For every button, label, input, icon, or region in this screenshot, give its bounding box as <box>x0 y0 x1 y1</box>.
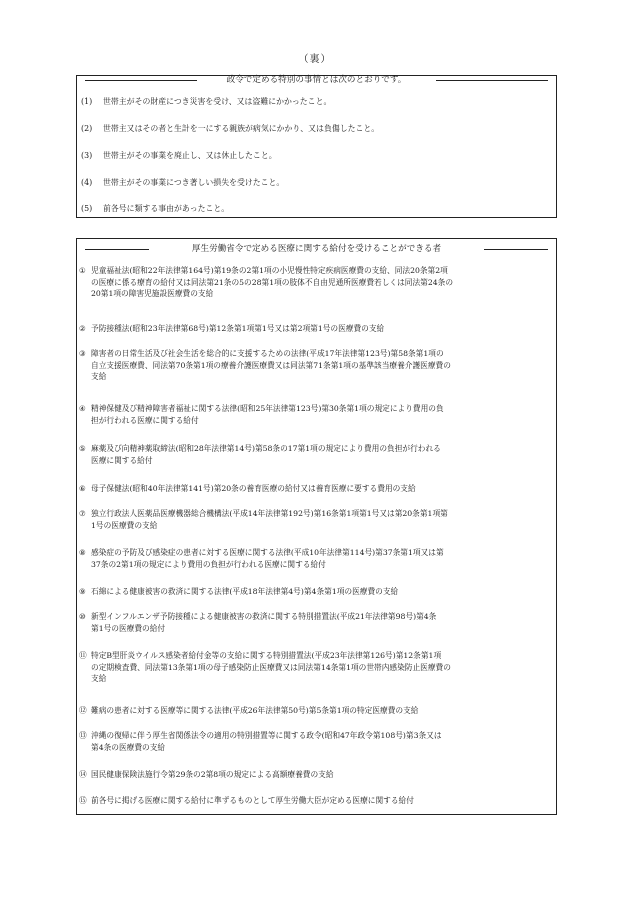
list-item: (4) 世帯主がその事業につき著しい損失を受けたこと。 <box>81 178 285 187</box>
title-rule-right <box>484 249 548 250</box>
list-item: ⑦ 独立行政法人医薬品医療機器総合機構法(平成14年法律第192号)第16条第1項第1号又は第20条第1項第 1号の医療費の支給 <box>79 509 448 530</box>
list-item: ⑬ 沖縄の復帰に伴う厚生省関係法令の適用の特別措置等に関する政令(昭和47年政令第108号)第3条又は 第4条の医療費の支給 <box>79 731 442 752</box>
list-item: ① 児童福祉法(昭和22年法律第164号)第19条の2第1項の小児慢性特定疾病医療費の支給、同法20条第2項 の医療に係る療育の給付又は同法第21条の5の28第1項の肢体不自由児通所医療費若しくは同法第24条の 20第1項の障害児施設医療費の支給 <box>79 266 454 299</box>
list-item: ⑥ 母子保健法(昭和40年法律第141号)第20条の養育医療の給付又は養育医療に要する費用の支給 <box>79 484 416 493</box>
list-item: ⑫ 難病の患者に対する医療等に関する法律(平成26年法律第50号)第5条第1項の特定医療費の支給 <box>79 706 419 715</box>
list-item: (2) 世帯主又はその者と生計を一にする親族が病気にかかり、又は負傷したこと。 <box>81 124 380 133</box>
list-item: ⑩ 新型インフルエンザ予防接種による健康被害の救済に関する特別措置法(平成21年法律第98号)第4条 第1号の医療費の給付 <box>79 612 437 633</box>
list-item: ⑭ 国民健康保険法施行令第29条の2第8項の規定による高額療養費の支給 <box>79 770 334 779</box>
list-item: ② 予防接種法(昭和23年法律第68号)第12条第1項第1号又は第2項第1号の医療費の支給 <box>79 324 385 333</box>
list-item: ⑨ 石綿による健康被害の救済に関する法律(平成18年法律第4号)第4条第1項の医療費の支給 <box>79 587 399 596</box>
list-item: ⑤ 麻薬及び向精神薬取締法(昭和28年法律第14号)第58条の17第1項の規定により費用の負担が行われる 医療に関する給付 <box>79 444 441 465</box>
list-item: ⑪ 特定B型肝炎ウイルス感染者給付金等の支給に関する特別措置法(平成23年法律第126号)第12条第1項 の定期検査費、同法第13条第1項の母子感染防止医療費又は同法第14条第1項の世帯内感染防止医療費の 支給 <box>79 651 451 684</box>
page-label: （裏） <box>298 54 332 65</box>
title-rule-right <box>436 80 548 81</box>
list-item: ③ 障害者の日常生活及び社会生活を総合的に支援するための法律(平成17年法律第123号)第58条第1項の 自立支援医療費、同法第70条第1項の療養介護医療費又は同法第71条第1項の基準該当療養介護医療費の 支給 <box>79 349 451 382</box>
list-item: ④ 精神保健及び精神障害者福祉に関する法律(昭和25年法律第123号)第30条第1項の規定により費用の負 担が行われる医療に関する給付 <box>79 404 444 425</box>
list-item: (5) 前各号に類する事由があったこと。 <box>81 204 230 213</box>
list-item: ⑮ 前各号に掲げる医療に関する給付に準ずるものとして厚生労働大臣が定める医療に関する給付 <box>79 796 414 805</box>
medical-benefits-box <box>76 238 557 815</box>
list-item: (1) 世帯主がその財産につき災害を受け、又は盗難にかかったこと。 <box>81 97 332 106</box>
section2-title: 厚生労働省令で定める医療に関する給付を受けることができる者 <box>191 244 442 254</box>
section1-title: 政令で定める特別の事情とは次のとおりです。 <box>226 75 407 85</box>
special-circumstances-box <box>76 75 557 218</box>
list-item: ⑧ 感染症の予防及び感染症の患者に対する医療に関する法律(平成10年法律第114号)第37条第1項又は第 37条の2第1項の規定により費用の負担が行われる医療に関する給付 <box>79 548 444 569</box>
list-item: (3) 世帯主がその事業を廃止し、又は休止したこと。 <box>81 151 277 160</box>
